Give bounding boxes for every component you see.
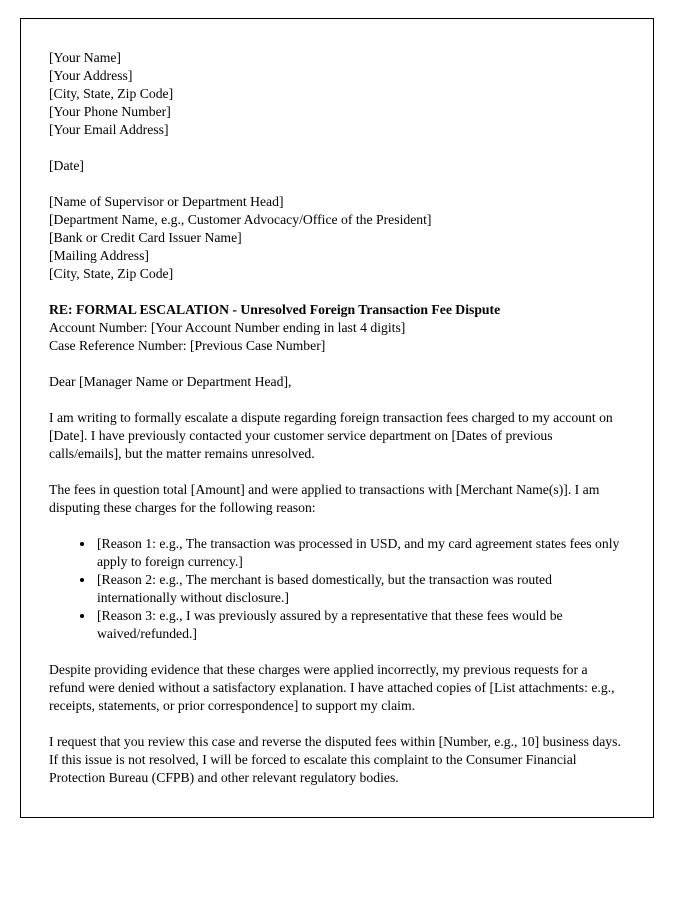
reason-item-3: • [Reason 3: e.g., I was previously assured by a representative that these fees would be waived/refunded.] (95, 607, 625, 643)
reason-item-1: • [Reason 1: e.g., The transaction was processed in USD, and my card agreement states fees only apply to foreign currency.] (95, 535, 625, 571)
recipient-name-line: [Name of Supervisor or Department Head] (49, 194, 284, 209)
recipient-department-line: [Department Name, e.g., Customer Advocacy/Office of the President] (49, 212, 432, 227)
salutation: Dear [Manager Name or Department Head], (49, 374, 292, 389)
body-paragraph-2: The fees in question total [Amount] and were applied to transactions with [Merchant Name(s)]. I am disputing these charges for the following reason: (49, 482, 600, 515)
date-block (49, 157, 625, 175)
sender-address-line: [Your Address] (49, 68, 133, 83)
recipient-mailing-line: [Mailing Address] (49, 248, 149, 263)
subject-line: RE: FORMAL ESCALATION - Unresolved Foreign Transaction Fee Dispute (49, 302, 501, 317)
sender-block (49, 49, 625, 139)
sender-name-line: [Your Name] (49, 50, 121, 65)
reason-item-2: • [Reason 2: e.g., The merchant is based domestically, but the transaction was routed internationally without disclosure.] (95, 571, 625, 607)
sender-email-line: [Your Email Address] (49, 122, 169, 137)
sender-phone-line: [Your Phone Number] (49, 104, 171, 119)
salutation-block (49, 373, 625, 391)
sender-city-line: [City, State, Zip Code] (49, 86, 174, 101)
body-paragraph-1: I am writing to formally escalate a dispute regarding foreign transaction fees charged to my account on [Date]. I have previously contacted your customer service department on [Dates of previous calls/emails], but the matter remains unresolved. (49, 410, 613, 461)
body-paragraph-3: Despite providing evidence that these charges were applied incorrectly, my previous requests for a refund were denied without a satisfactory explanation. I have attached copies of [List attachments: e.g., receipts, statements, or prior correspondence] to support my claim. (49, 662, 615, 713)
account-number-line: Account Number: [Your Account Number ending in last 4 digits] (49, 320, 406, 335)
subject-block (49, 301, 625, 355)
letter-content (21, 19, 653, 818)
recipient-city-line: [City, State, Zip Code] (49, 266, 174, 281)
recipient-block (49, 193, 625, 283)
case-reference-line: Case Reference Number: [Previous Case Number] (49, 338, 326, 353)
reasons-list (49, 535, 625, 643)
date-line: [Date] (49, 158, 84, 173)
letter-page (20, 18, 654, 818)
body-paragraph-4: I request that you review this case and reverse the disputed fees within [Number, e.g., 10] business days. If this issue is not resolved, I will be forced to escalate this complaint to the Consumer Financial Protection Bureau (CFPB) and other relevant regulatory bodies. (49, 734, 621, 785)
recipient-bank-line: [Bank or Credit Card Issuer Name] (49, 230, 242, 245)
